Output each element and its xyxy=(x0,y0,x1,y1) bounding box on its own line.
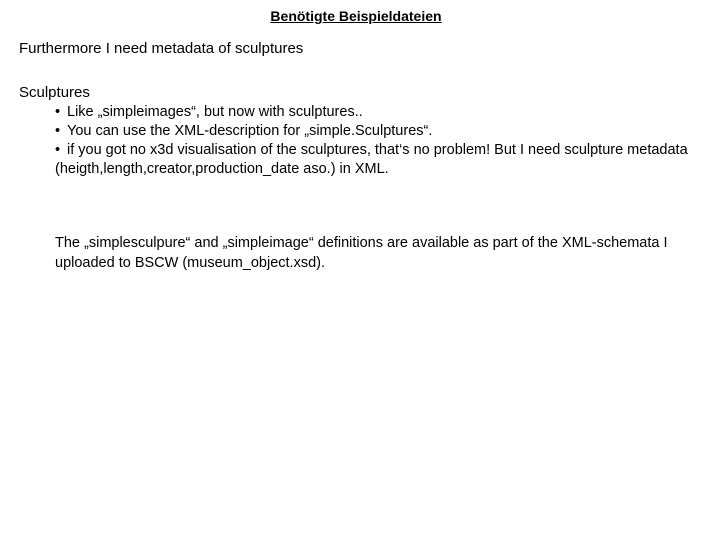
bullet-icon: • xyxy=(55,142,61,158)
bullet-icon: • xyxy=(55,123,61,139)
bullet-text: Like „simpleimages“, but now with sculptures.. xyxy=(67,104,363,120)
bullet-text: You can use the XML-description for „simple.Sculptures“. xyxy=(67,123,433,139)
bullet-item xyxy=(55,103,695,122)
section-heading: Sculptures xyxy=(19,84,90,101)
schema-note: The „simplesculpure“ and „simpleimage“ definitions are available as part of the XML-schemata I uploaded to BSCW (museum_object.xsd). xyxy=(55,235,668,271)
slide-title: Benötigte Beispieldateien xyxy=(270,8,442,24)
bullet-list xyxy=(55,103,695,179)
bullet-icon: • xyxy=(55,104,61,120)
bullet-item xyxy=(55,122,695,141)
intro-text: Furthermore I need metadata of sculptures xyxy=(19,40,304,57)
bullet-text: if you got no x3d visualisation of the sculptures, that‘s no problem! But I need sculpture metadata (heigth,length,creator,production_date aso.) in XML. xyxy=(55,142,688,177)
bullet-item xyxy=(55,141,695,179)
